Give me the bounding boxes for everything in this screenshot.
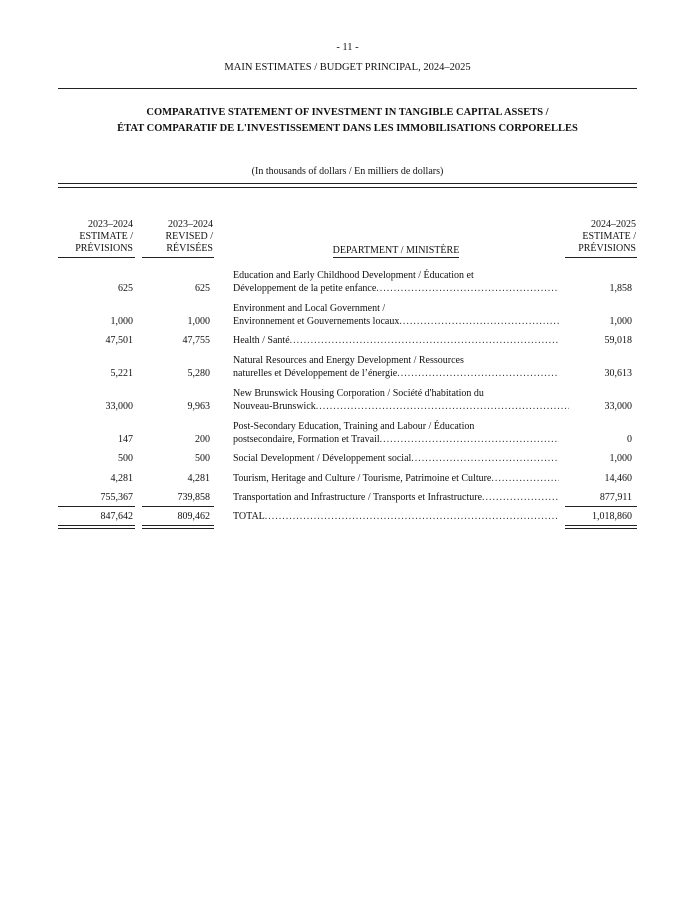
department-line2-text: Tourism, Heritage and Culture / Tourisme, Patrimoine et Culture xyxy=(233,473,492,484)
header-department-label: DEPARTMENT / MINISTÈRE xyxy=(332,245,460,256)
total-label-text: TOTAL xyxy=(233,511,265,522)
department-name xyxy=(233,472,559,485)
department-line2 xyxy=(233,433,559,446)
department-name xyxy=(233,269,559,295)
department-name xyxy=(233,491,559,504)
department-line2 xyxy=(233,472,559,485)
header-department xyxy=(233,245,559,256)
revised-2023-value: 739,858 xyxy=(177,492,210,503)
leader-dots xyxy=(491,472,559,485)
revised-2023-value: 9,963 xyxy=(187,401,210,412)
estimate-2024-value: 14,460 xyxy=(604,473,632,484)
running-title: MAIN ESTIMATES / BUDGET PRINCIPAL, 2024–2025 xyxy=(224,62,471,73)
header-underline xyxy=(565,257,637,258)
department-line2-text: Transportation and Infrastructure / Transports et Infrastructure xyxy=(233,492,483,503)
header-label: ESTIMATE / xyxy=(79,231,133,242)
estimate-2023-value: 1,000 xyxy=(110,316,133,327)
revised-2023-value: 500 xyxy=(195,453,210,464)
department-name xyxy=(233,387,569,413)
leader-dots xyxy=(380,433,559,446)
department-line1: Post-Secondary Education, Training and Labour / Éducation xyxy=(233,421,475,432)
header-revised-2023 xyxy=(140,219,213,255)
estimate-2023-value: 755,367 xyxy=(100,492,133,503)
leader-dots xyxy=(399,315,559,328)
total-estimate-2023: 847,642 xyxy=(100,511,133,522)
header-underline xyxy=(58,257,135,258)
total-estimate-2024: 1,018,860 xyxy=(592,511,632,522)
subtotal-rule xyxy=(142,506,214,507)
estimate-2024-value: 1,000 xyxy=(609,453,632,464)
department-line2 xyxy=(233,315,559,328)
estimate-2023-value: 625 xyxy=(118,283,133,294)
header-label: ESTIMATE / xyxy=(582,231,636,242)
leader-dots xyxy=(397,367,559,380)
total-double-rule xyxy=(142,525,214,526)
header-estimate-2023 xyxy=(60,219,133,255)
leader-dots xyxy=(290,334,559,347)
estimate-2023-value: 47,501 xyxy=(105,335,133,346)
header-year: 2023–2024 xyxy=(168,219,213,230)
department-name xyxy=(233,452,559,465)
double-rule-bottom xyxy=(58,187,637,188)
statement-title-fr: ÉTAT COMPARATIF DE L'INVESTISSEMENT DANS LES IMMOBILISATIONS CORPORELLES xyxy=(117,123,578,134)
total-line xyxy=(233,510,559,523)
department-name xyxy=(233,420,559,446)
estimate-2023-value: 33,000 xyxy=(105,401,133,412)
estimate-2024-value: 1,000 xyxy=(609,316,632,327)
leader-dots xyxy=(265,510,559,523)
estimate-2024-value: 59,018 xyxy=(604,335,632,346)
estimate-2023-value: 147 xyxy=(118,434,133,445)
revised-2023-value: 47,755 xyxy=(182,335,210,346)
department-line2-text: Environnement et Gouvernements locaux xyxy=(233,316,400,327)
leader-dots xyxy=(411,452,559,465)
department-line2-text: postsecondaire, Formation et Travail xyxy=(233,434,380,445)
leader-dots xyxy=(376,282,559,295)
header-label: REVISED / xyxy=(165,231,213,242)
statement-title-en: COMPARATIVE STATEMENT OF INVESTMENT IN TANGIBLE CAPITAL ASSETS / xyxy=(146,107,549,118)
total-double-rule xyxy=(565,528,637,529)
department-line1: Natural Resources and Energy Development / Ressources xyxy=(233,355,464,366)
estimate-2024-value: 30,613 xyxy=(604,368,632,379)
header-year: 2024–2025 xyxy=(591,219,636,230)
estimate-2024-value: 877,911 xyxy=(599,492,632,503)
page-number: - 11 - xyxy=(336,42,359,53)
header-label-fr: PRÉVISIONS xyxy=(75,243,133,254)
department-line2-text: Développement de la petite enfance xyxy=(233,283,377,294)
department-line1: Environment and Local Government / xyxy=(233,303,386,314)
department-line2 xyxy=(233,334,559,347)
department-line2 xyxy=(233,491,559,504)
department-name xyxy=(233,334,559,347)
total-double-rule xyxy=(565,525,637,526)
header-estimate-2024 xyxy=(563,219,636,255)
total-label xyxy=(233,510,559,523)
estimate-2023-value: 5,221 xyxy=(110,368,133,379)
department-line2-text: naturelles et Développement de l’énergie xyxy=(233,368,398,379)
header-underline xyxy=(142,257,214,258)
revised-2023-value: 625 xyxy=(195,283,210,294)
header-label-fr: PRÉVISIONS xyxy=(578,243,636,254)
double-rule-top xyxy=(58,183,637,184)
estimate-2024-value: 1,858 xyxy=(609,283,632,294)
total-double-rule xyxy=(142,528,214,529)
department-line2 xyxy=(233,282,559,295)
department-line1: Education and Early Childhood Development / Éducation et xyxy=(233,270,474,281)
total-double-rule xyxy=(58,525,135,526)
header-label-fr: RÉVISÉES xyxy=(166,243,213,254)
subtotal-rule xyxy=(58,506,135,507)
department-line2 xyxy=(233,367,559,380)
revised-2023-value: 1,000 xyxy=(187,316,210,327)
department-line2 xyxy=(233,400,569,413)
header-rule xyxy=(58,88,637,89)
total-revised-2023: 809,462 xyxy=(177,511,210,522)
revised-2023-value: 4,281 xyxy=(187,473,210,484)
revised-2023-value: 5,280 xyxy=(187,368,210,379)
department-line2-text: Health / Santé xyxy=(233,335,290,346)
department-line2-text: Nouveau-Brunswick xyxy=(233,401,316,412)
total-double-rule xyxy=(58,528,135,529)
estimate-2024-value: 0 xyxy=(627,434,632,445)
estimate-2023-value: 4,281 xyxy=(110,473,133,484)
leader-dots xyxy=(316,400,569,413)
department-line2 xyxy=(233,452,559,465)
department-name xyxy=(233,302,559,328)
subtotal-rule xyxy=(565,506,637,507)
department-line2-text: Social Development / Développement social xyxy=(233,453,412,464)
revised-2023-value: 200 xyxy=(195,434,210,445)
estimate-2024-value: 33,000 xyxy=(604,401,632,412)
department-name xyxy=(233,354,559,380)
estimate-2023-value: 500 xyxy=(118,453,133,464)
units-note: (In thousands of dollars / En milliers de dollars) xyxy=(251,166,444,177)
department-line1: New Brunswick Housing Corporation / Société d'habitation du xyxy=(233,388,484,399)
header-year: 2023–2024 xyxy=(88,219,133,230)
leader-dots xyxy=(482,491,559,504)
